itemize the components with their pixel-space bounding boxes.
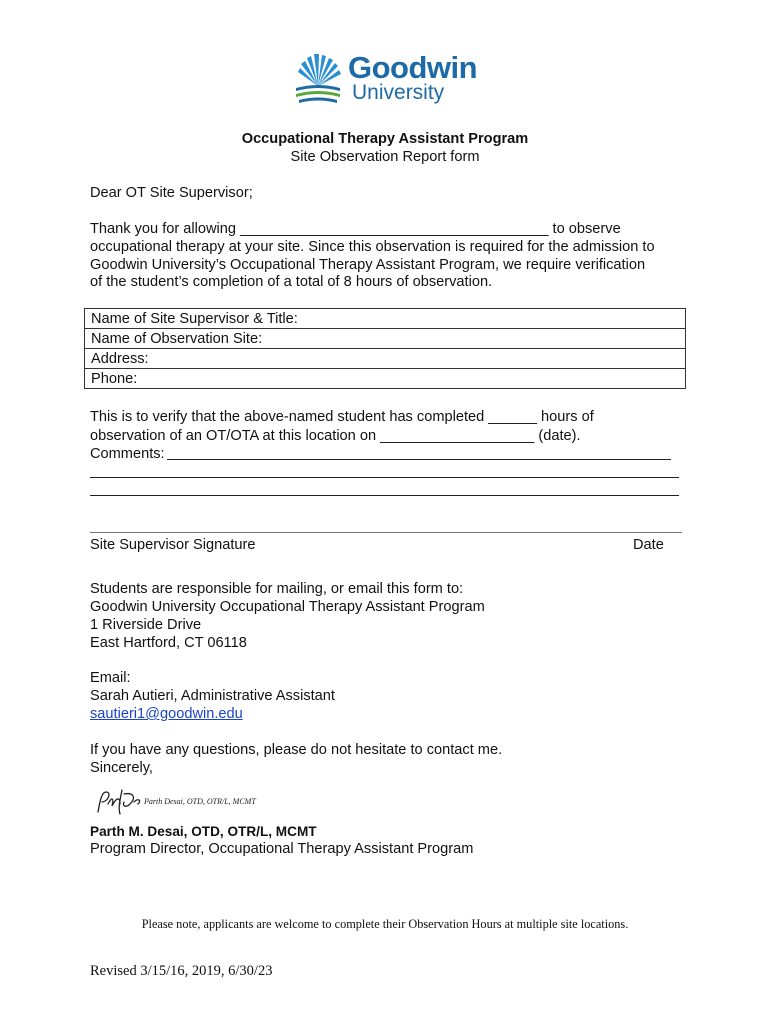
sunburst-icon — [290, 50, 346, 110]
date-label: Date — [633, 537, 664, 553]
table-row — [85, 349, 686, 369]
verification-line-1: This is to verify that the above-named student has completed ______ hours of — [90, 409, 594, 425]
intro-line-3: Goodwin University’s Occupational Therapy Assistant Program, we require verification — [90, 257, 646, 273]
handwritten-signature — [94, 786, 256, 818]
comments-line-3[interactable] — [90, 495, 679, 496]
mailing-line-4: East Hartford, CT 06118 — [90, 635, 247, 651]
form-program-title: Occupational Therapy Assistant Program — [241, 131, 529, 147]
signer-name: Parth M. Desai, OTD, OTR/L, MCMT — [90, 824, 317, 839]
form-subtitle: Site Observation Report form — [290, 149, 480, 165]
verification-line-2: observation of an OT/OTA at this location on ___________________ (date). — [90, 428, 581, 444]
intro-line-4: of the student’s completion of a total of 8 hours of observation. — [90, 274, 493, 290]
university-logo — [290, 50, 490, 110]
intro-line-2: occupational therapy at your site. Since this observation is required for the admission to — [90, 239, 655, 255]
contact-email-link[interactable]: sautieri1@goodwin.edu — [90, 706, 243, 722]
revised-date: Revised 3/15/16, 2019, 6/30/23 — [90, 963, 273, 979]
mailing-line-3: 1 Riverside Drive — [90, 617, 202, 633]
table-row — [85, 369, 686, 389]
signature-credentials: Parth Desai, OTD, OTR/L, MCMT — [144, 797, 256, 806]
comments-line-2[interactable] — [90, 477, 679, 478]
signature-line[interactable] — [90, 532, 682, 533]
logo-name: Goodwin — [348, 50, 478, 85]
footer-note: Please note, applicants are welcome to complete their Observation Hours at multiple site locations. — [141, 917, 629, 931]
email-label: Email: — [90, 670, 131, 686]
intro-line-1: Thank you for allowing ______________________________________ to observe — [90, 221, 621, 237]
phone-field[interactable]: Phone: — [85, 369, 686, 389]
address-field[interactable]: Address: — [85, 349, 686, 369]
table-row — [85, 309, 686, 329]
site-info-table — [84, 308, 686, 389]
observation-site-field[interactable]: Name of Observation Site: — [85, 329, 686, 349]
logo-subname: University — [352, 81, 445, 104]
mailing-line-1: Students are responsible for mailing, or email this form to: — [90, 581, 464, 597]
signature-label: Site Supervisor Signature — [90, 537, 256, 553]
table-row — [85, 329, 686, 349]
sincerely-text: Sincerely, — [90, 760, 153, 776]
supervisor-name-field[interactable]: Name of Site Supervisor & Title: — [85, 309, 686, 329]
mailing-line-2: Goodwin University Occupational Therapy Assistant Program — [90, 599, 485, 615]
comments-line-1[interactable] — [167, 459, 671, 460]
questions-text: If you have any questions, please do not hesitate to contact me. — [90, 742, 503, 758]
greeting: Dear OT Site Supervisor; — [90, 185, 253, 201]
signer-title: Program Director, Occupational Therapy Assistant Program — [90, 841, 474, 857]
comments-label: Comments: — [90, 446, 165, 462]
contact-name: Sarah Autieri, Administrative Assistant — [90, 688, 335, 704]
